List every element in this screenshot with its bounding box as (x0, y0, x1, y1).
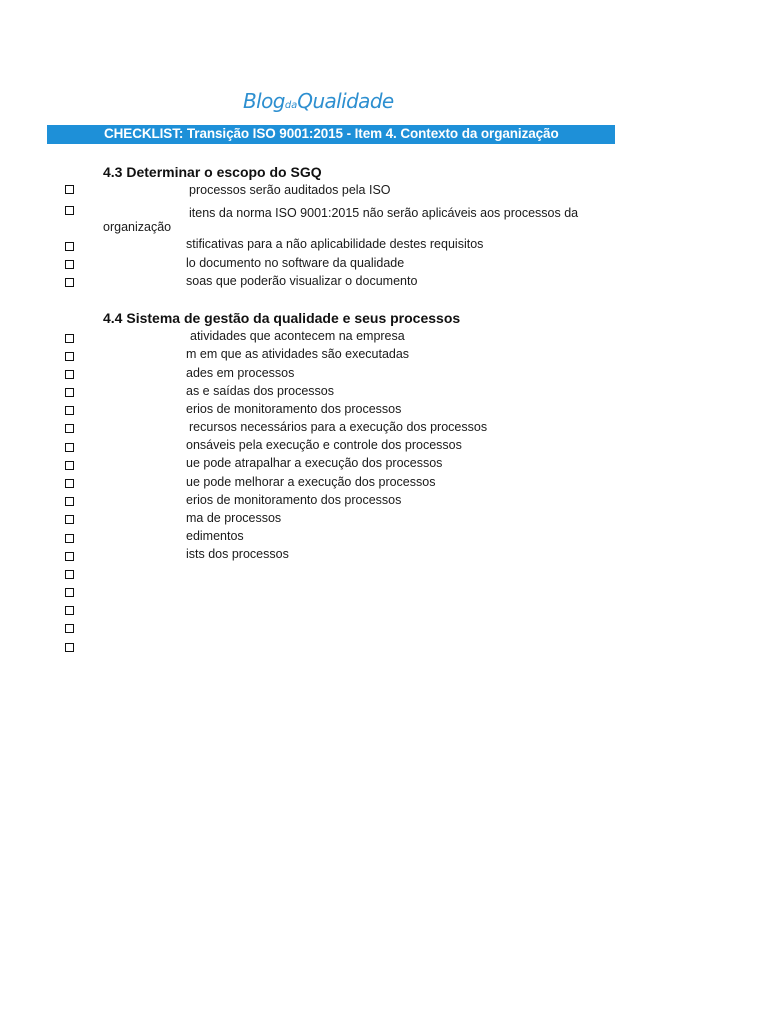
section-heading-4-3: 4.3 Determinar o escopo do SGQ (103, 164, 322, 180)
checkbox-empty-2[interactable] (65, 588, 74, 597)
checkbox-4-4-1[interactable] (65, 334, 74, 343)
checklist-item-4-4-9: ue pode melhorar a execução dos processos (186, 475, 436, 489)
checklist-item-4-4-6: recursos necessários para a execução dos processos (189, 420, 488, 434)
checkbox-4-4-5[interactable] (65, 406, 74, 415)
checklist-item-4-4-4: as e saídas dos processos (186, 384, 334, 398)
checkbox-4-4-9[interactable] (65, 479, 74, 488)
checklist-item-4-3-2: itens da norma ISO 9001:2015 não serão aplicáveis aos processos da (189, 206, 579, 220)
checkbox-empty-4[interactable] (65, 624, 74, 633)
checkbox-empty-3[interactable] (65, 606, 74, 615)
checklist-item-4-4-13: ists dos processos (186, 547, 289, 561)
checklist-item-4-4-12: edimentos (186, 529, 244, 543)
checklist-item-4-4-8: ue pode atrapalhar a execução dos processos (186, 456, 443, 470)
checkbox-4-4-6[interactable] (65, 424, 74, 433)
checklist-item-4-4-7: onsáveis pela execução e controle dos processos (186, 438, 462, 452)
checkbox-4-4-2[interactable] (65, 352, 74, 361)
logo-da: da (284, 100, 298, 111)
checkbox-empty-1[interactable] (65, 570, 74, 579)
checkbox-4-4-7[interactable] (65, 443, 74, 452)
checklist-item-4-4-5: erios de monitoramento dos processos (186, 402, 402, 416)
checklist-item-4-4-2: m em que as atividades são executadas (186, 347, 410, 361)
checkbox-4-4-12[interactable] (65, 534, 74, 543)
checklist-item-4-4-1: atividades que acontecem na empresa (190, 329, 405, 343)
checklist-item-4-4-10: erios de monitoramento dos processos (186, 493, 402, 507)
checklist-item-4-3-2-cont: organização (103, 220, 172, 234)
checkbox-4-4-11[interactable] (65, 515, 74, 524)
checkbox-4-4-10[interactable] (65, 497, 74, 506)
section-heading-4-4: 4.4 Sistema de gestão da qualidade e seus processos (103, 310, 461, 326)
checkbox-4-4-3[interactable] (65, 370, 74, 379)
checkbox-4-4-8[interactable] (65, 461, 74, 470)
checklist-item-4-3-3: stificativas para a não aplicabilidade destes requisitos (186, 237, 484, 251)
logo-qualidade: Qualidade (297, 89, 394, 113)
checkbox-4-3-3[interactable] (65, 242, 74, 251)
checkbox-4-3-1[interactable] (65, 185, 74, 194)
checklist-item-4-4-3: ades em processos (186, 366, 295, 380)
checklist-title: CHECKLIST: Transição ISO 9001:2015 - Item 4. Contexto da organização (104, 126, 559, 141)
checkbox-4-4-13[interactable] (65, 552, 74, 561)
logo-blog: Blog (243, 89, 285, 113)
checkbox-4-3-5[interactable] (65, 278, 74, 287)
checkbox-4-3-2[interactable] (65, 206, 74, 215)
checklist-item-4-3-5: soas que poderão visualizar o documento (186, 274, 418, 288)
checklist-item-4-4-11: ma de processos (186, 511, 282, 525)
checkbox-empty-5[interactable] (65, 643, 74, 652)
checkbox-4-3-4[interactable] (65, 260, 74, 269)
checklist-item-4-3-4: lo documento no software da qualidade (186, 256, 405, 270)
checklist-item-4-3-1: processos serão auditados pela ISO (189, 183, 391, 197)
blog-da-qualidade-logo (243, 89, 394, 113)
checkbox-4-4-4[interactable] (65, 388, 74, 397)
